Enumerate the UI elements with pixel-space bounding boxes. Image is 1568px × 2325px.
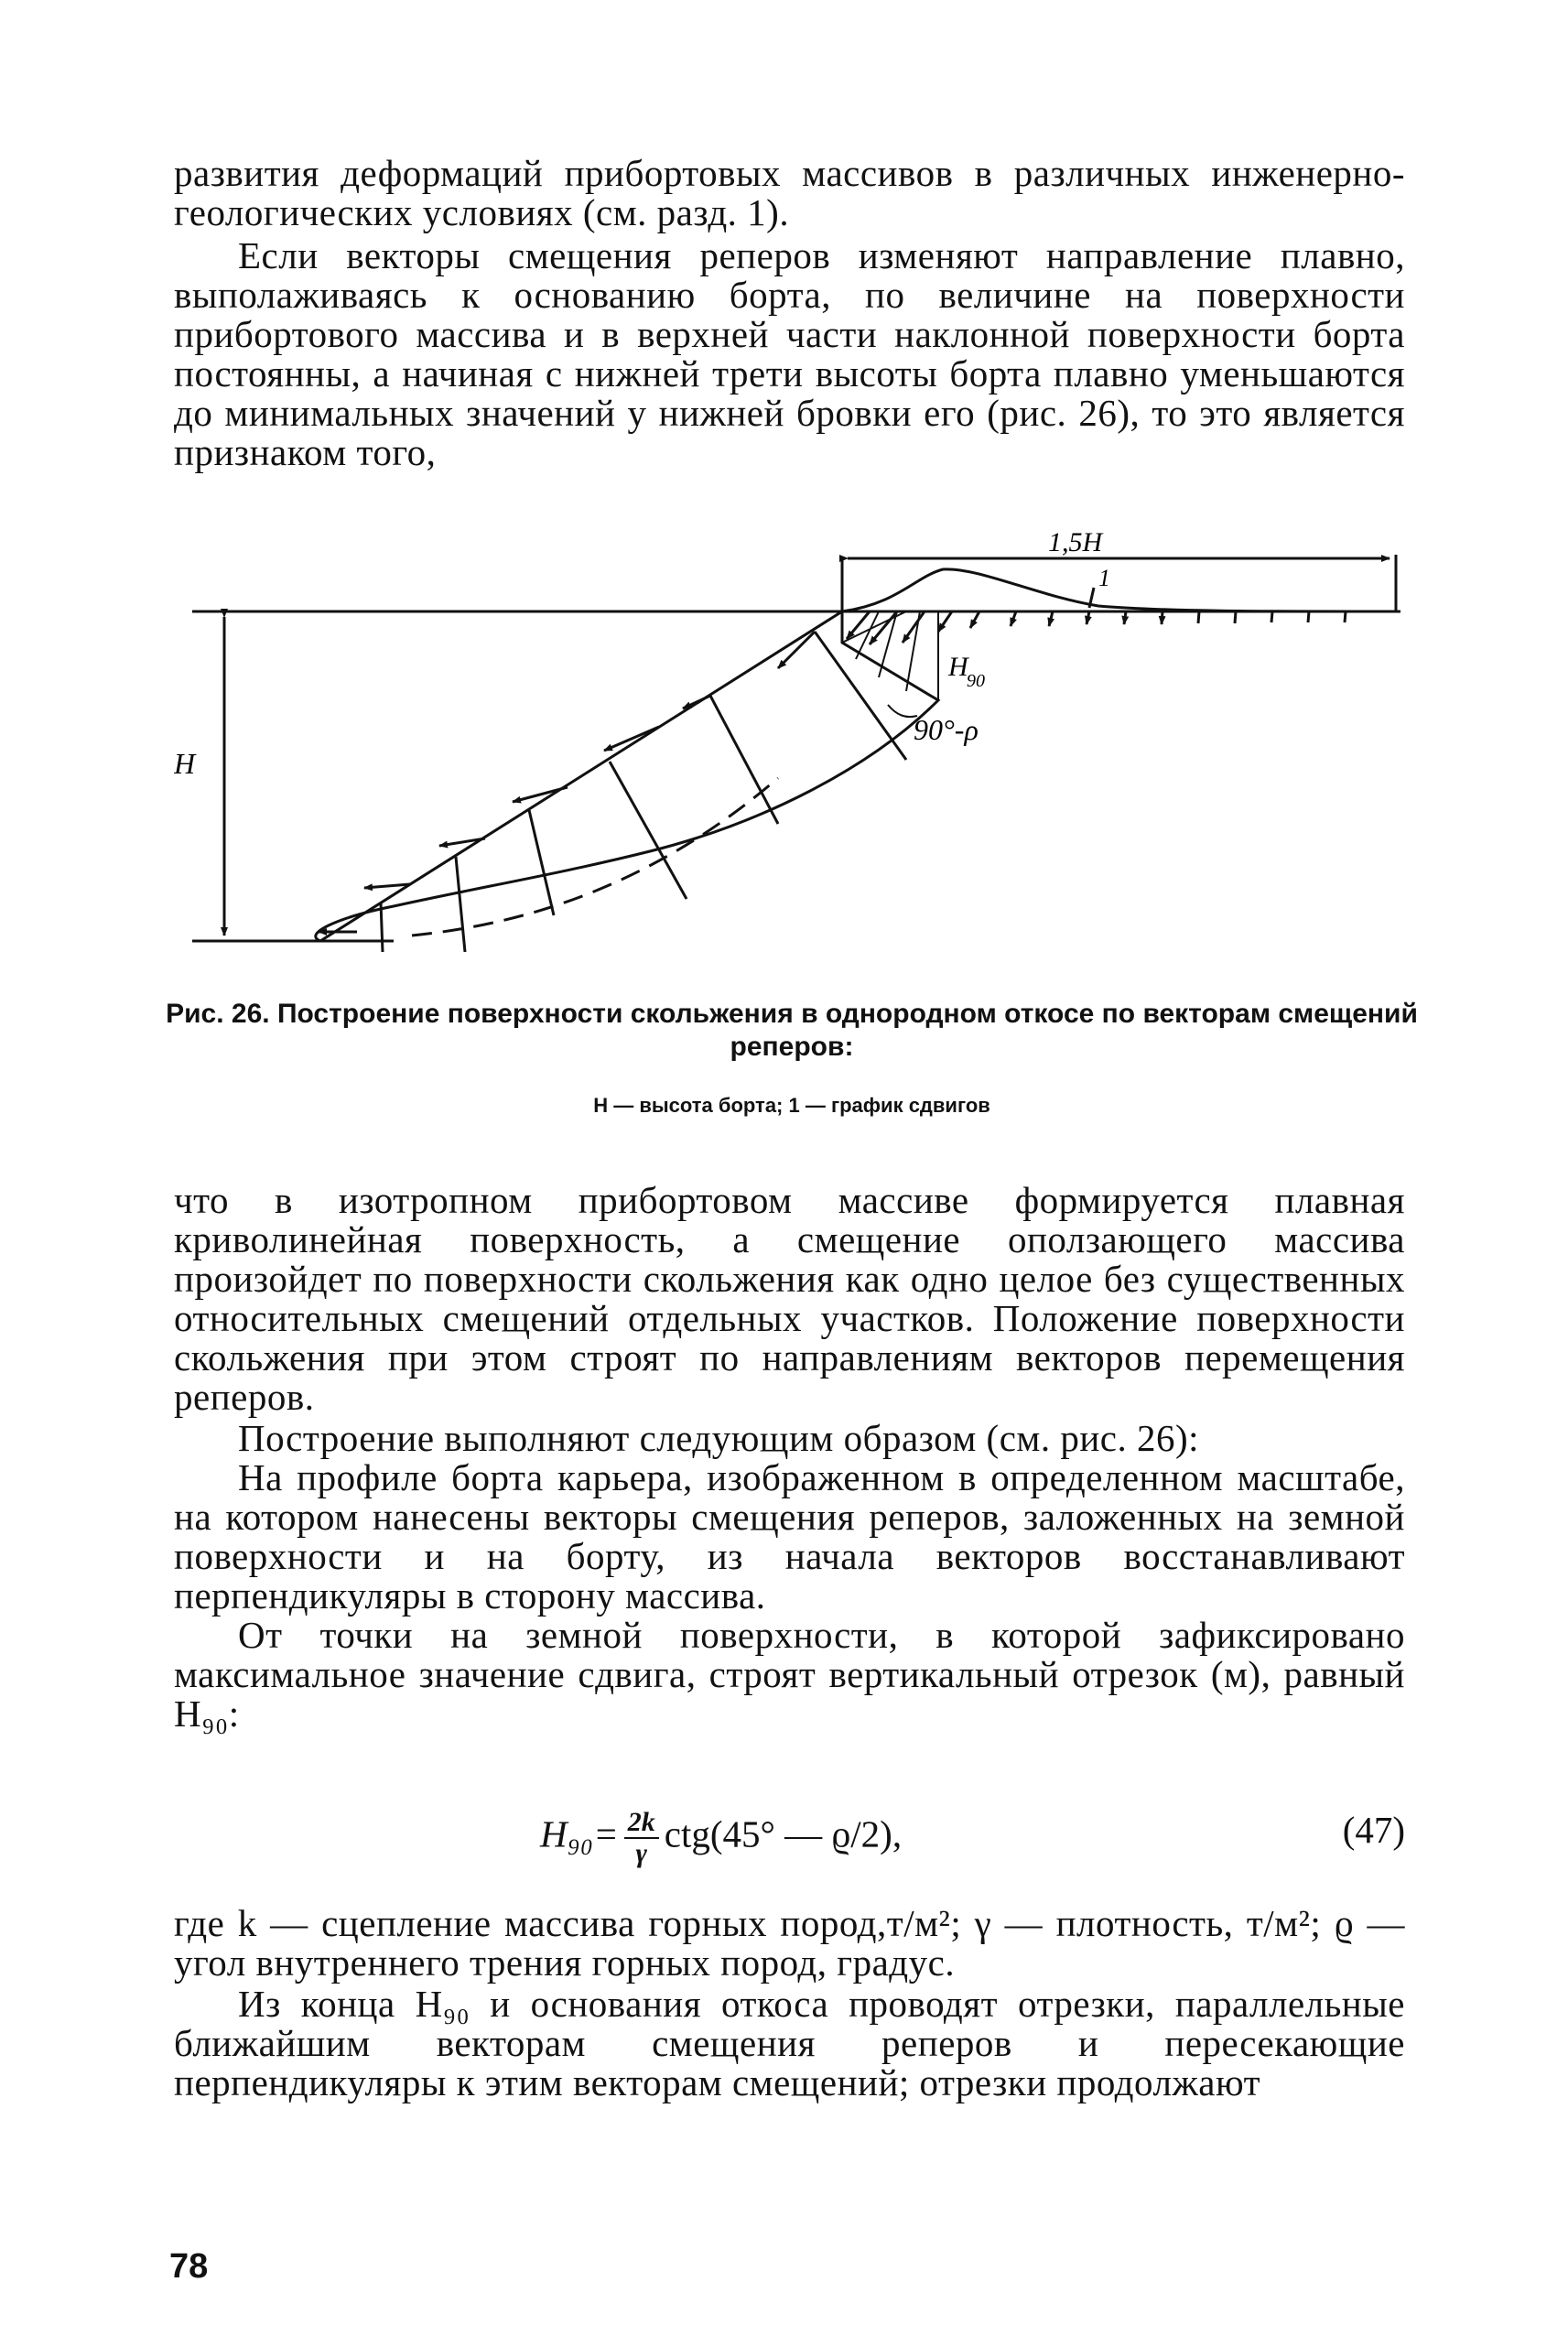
formula-numerator: 2k: [624, 1808, 659, 1839]
dashed-surface: [412, 778, 778, 935]
label-height: H: [174, 747, 196, 780]
formula-rhs: ctg(45° — ϱ/2),: [664, 1812, 903, 1855]
formula-number: (47): [1342, 1809, 1405, 1851]
paragraph-1: развития деформаций прибортовых массивов в различных инженерно-геологических условиях (см. разд. 1).: [174, 152, 1405, 233]
label-h90: H: [948, 652, 968, 682]
paragraph-4: Построение выполняют следующим образом (см. рис. 26):: [238, 1417, 1200, 1459]
figure-caption: Рис. 26. Построение поверхности скольжения в однородном откосе по векторам смещений реперов:: [166, 999, 1418, 1062]
label-curve: 1: [1098, 565, 1110, 591]
label-h90-sub: 90: [967, 671, 985, 691]
slope-line: [320, 611, 842, 941]
paragraph-8: Из конца H₉₀ и основания откоса проводят отрезки, параллельные ближайшим векторам смещения реперов и пересекающие перпендикуляры к этим векторам смещений; отрезки продолжают: [174, 1983, 1405, 2103]
paragraph-3: что в изотропном прибортовом массиве формируется плавная криволинейная поверхность, а смещение оползающего массива произойдет по поверхности скольжения как одно целое без существенных относительных смещений отдельных участков. Положение поверхности скольжения при этом строят по направлениям векторов перемещения реперов.: [174, 1179, 1405, 1418]
paragraph-2: Если векторы смещения реперов изменяют направление плавно, выполаживаясь к основанию борта, по величине на поверхности прибортового массива и в верхней части наклонной поверхности борта постоянны, а начиная с нижней трети высоты борта плавно уменьшаются до минимальных значений у нижней бровки его (рис. 26), то это является признаком того,: [174, 234, 1405, 473]
paragraph-5: На профиле борта карьера, изображенном в определенном масштабе, на котором нанесены векторы смещения реперов, заложенных на земной поверхности и на борту, из начала векторов восстанавливают перпендикуляры в сторону массива.: [174, 1456, 1405, 1617]
figure-legend: H — высота борта; 1 — график сдвигов: [593, 1094, 990, 1117]
formula-47: [174, 1790, 1405, 1872]
slope-diagram: [174, 522, 1410, 961]
paragraph-6: От точки на земной поверхности, в которой зафиксировано максимальное значение сдвига, строят вертикальный отрезок (м), равный H₉₀:: [174, 1614, 1405, 1735]
sliding-surface: [316, 611, 938, 941]
figure-26: [174, 522, 1410, 961]
formula-lhs: H₉₀=: [540, 1812, 619, 1855]
page-number: 78: [169, 2247, 209, 2286]
formula-denominator: γ: [635, 1838, 648, 1868]
label-width: 1,5H: [1048, 527, 1103, 557]
paragraph-7: где k — сцепление массива горных пород,т/м²; γ — плотность, т/м²; ϱ — угол внутреннего трения горных пород, градус.: [174, 1902, 1405, 1984]
label-angle: 90°-ρ: [914, 713, 979, 746]
